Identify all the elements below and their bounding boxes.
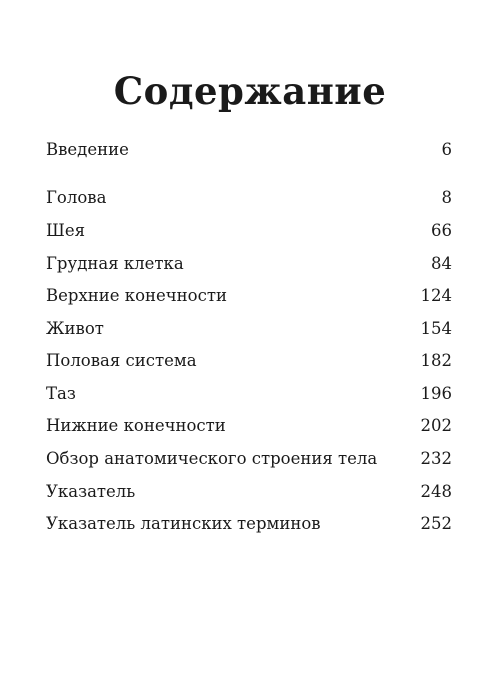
toc-entry-page: 66 bbox=[431, 221, 452, 240]
toc-entry-page: 124 bbox=[420, 286, 452, 305]
toc-entry-label: Таз bbox=[46, 384, 76, 403]
toc-entry-anatomy-overview[interactable] bbox=[46, 447, 452, 471]
toc-entry-label: Грудная клетка bbox=[46, 254, 184, 273]
toc-entry-label: Обзор анатомического строения тела bbox=[46, 449, 378, 468]
toc-entry-reproductive-system[interactable] bbox=[46, 349, 452, 373]
toc-entry-label: Шея bbox=[46, 221, 86, 240]
toc-entry-lower-limbs[interactable] bbox=[46, 414, 452, 438]
toc-entry-pelvis[interactable] bbox=[46, 382, 452, 406]
toc-entry-page: 154 bbox=[420, 319, 452, 338]
toc-entry-page: 6 bbox=[441, 140, 452, 159]
toc-entry-page: 248 bbox=[420, 482, 452, 501]
toc-entry-page: 252 bbox=[420, 514, 452, 533]
toc-entry-abdomen[interactable] bbox=[46, 317, 452, 341]
toc-entry-upper-limbs[interactable] bbox=[46, 284, 452, 308]
page-title: Содержание bbox=[113, 69, 387, 113]
toc-entry-head[interactable] bbox=[46, 186, 452, 210]
toc-entry-label: Введение bbox=[46, 140, 129, 159]
toc-entry-page: 232 bbox=[420, 449, 452, 468]
toc-entry-label: Нижние конечности bbox=[46, 416, 226, 435]
toc-entry-label: Голова bbox=[46, 188, 107, 207]
toc-entry-label: Живот bbox=[46, 319, 104, 338]
toc-entry-page: 84 bbox=[431, 254, 452, 273]
toc-entry-thorax[interactable] bbox=[46, 252, 452, 276]
toc-entry-introduction[interactable] bbox=[46, 138, 452, 162]
toc-entry-label: Указатель латинских терминов bbox=[46, 514, 321, 533]
toc-entry-neck[interactable] bbox=[46, 219, 452, 243]
toc-entry-label: Указатель bbox=[46, 482, 136, 501]
toc-entry-page: 196 bbox=[420, 384, 452, 403]
toc-entry-latin-index[interactable] bbox=[46, 512, 452, 536]
toc-entry-page: 182 bbox=[420, 351, 452, 370]
toc-entry-index[interactable] bbox=[46, 480, 452, 504]
toc-entry-page: 202 bbox=[420, 416, 452, 435]
toc-entry-page: 8 bbox=[441, 188, 452, 207]
toc-entry-label: Половая система bbox=[46, 351, 197, 370]
toc-entry-label: Верхние конечности bbox=[46, 286, 227, 305]
